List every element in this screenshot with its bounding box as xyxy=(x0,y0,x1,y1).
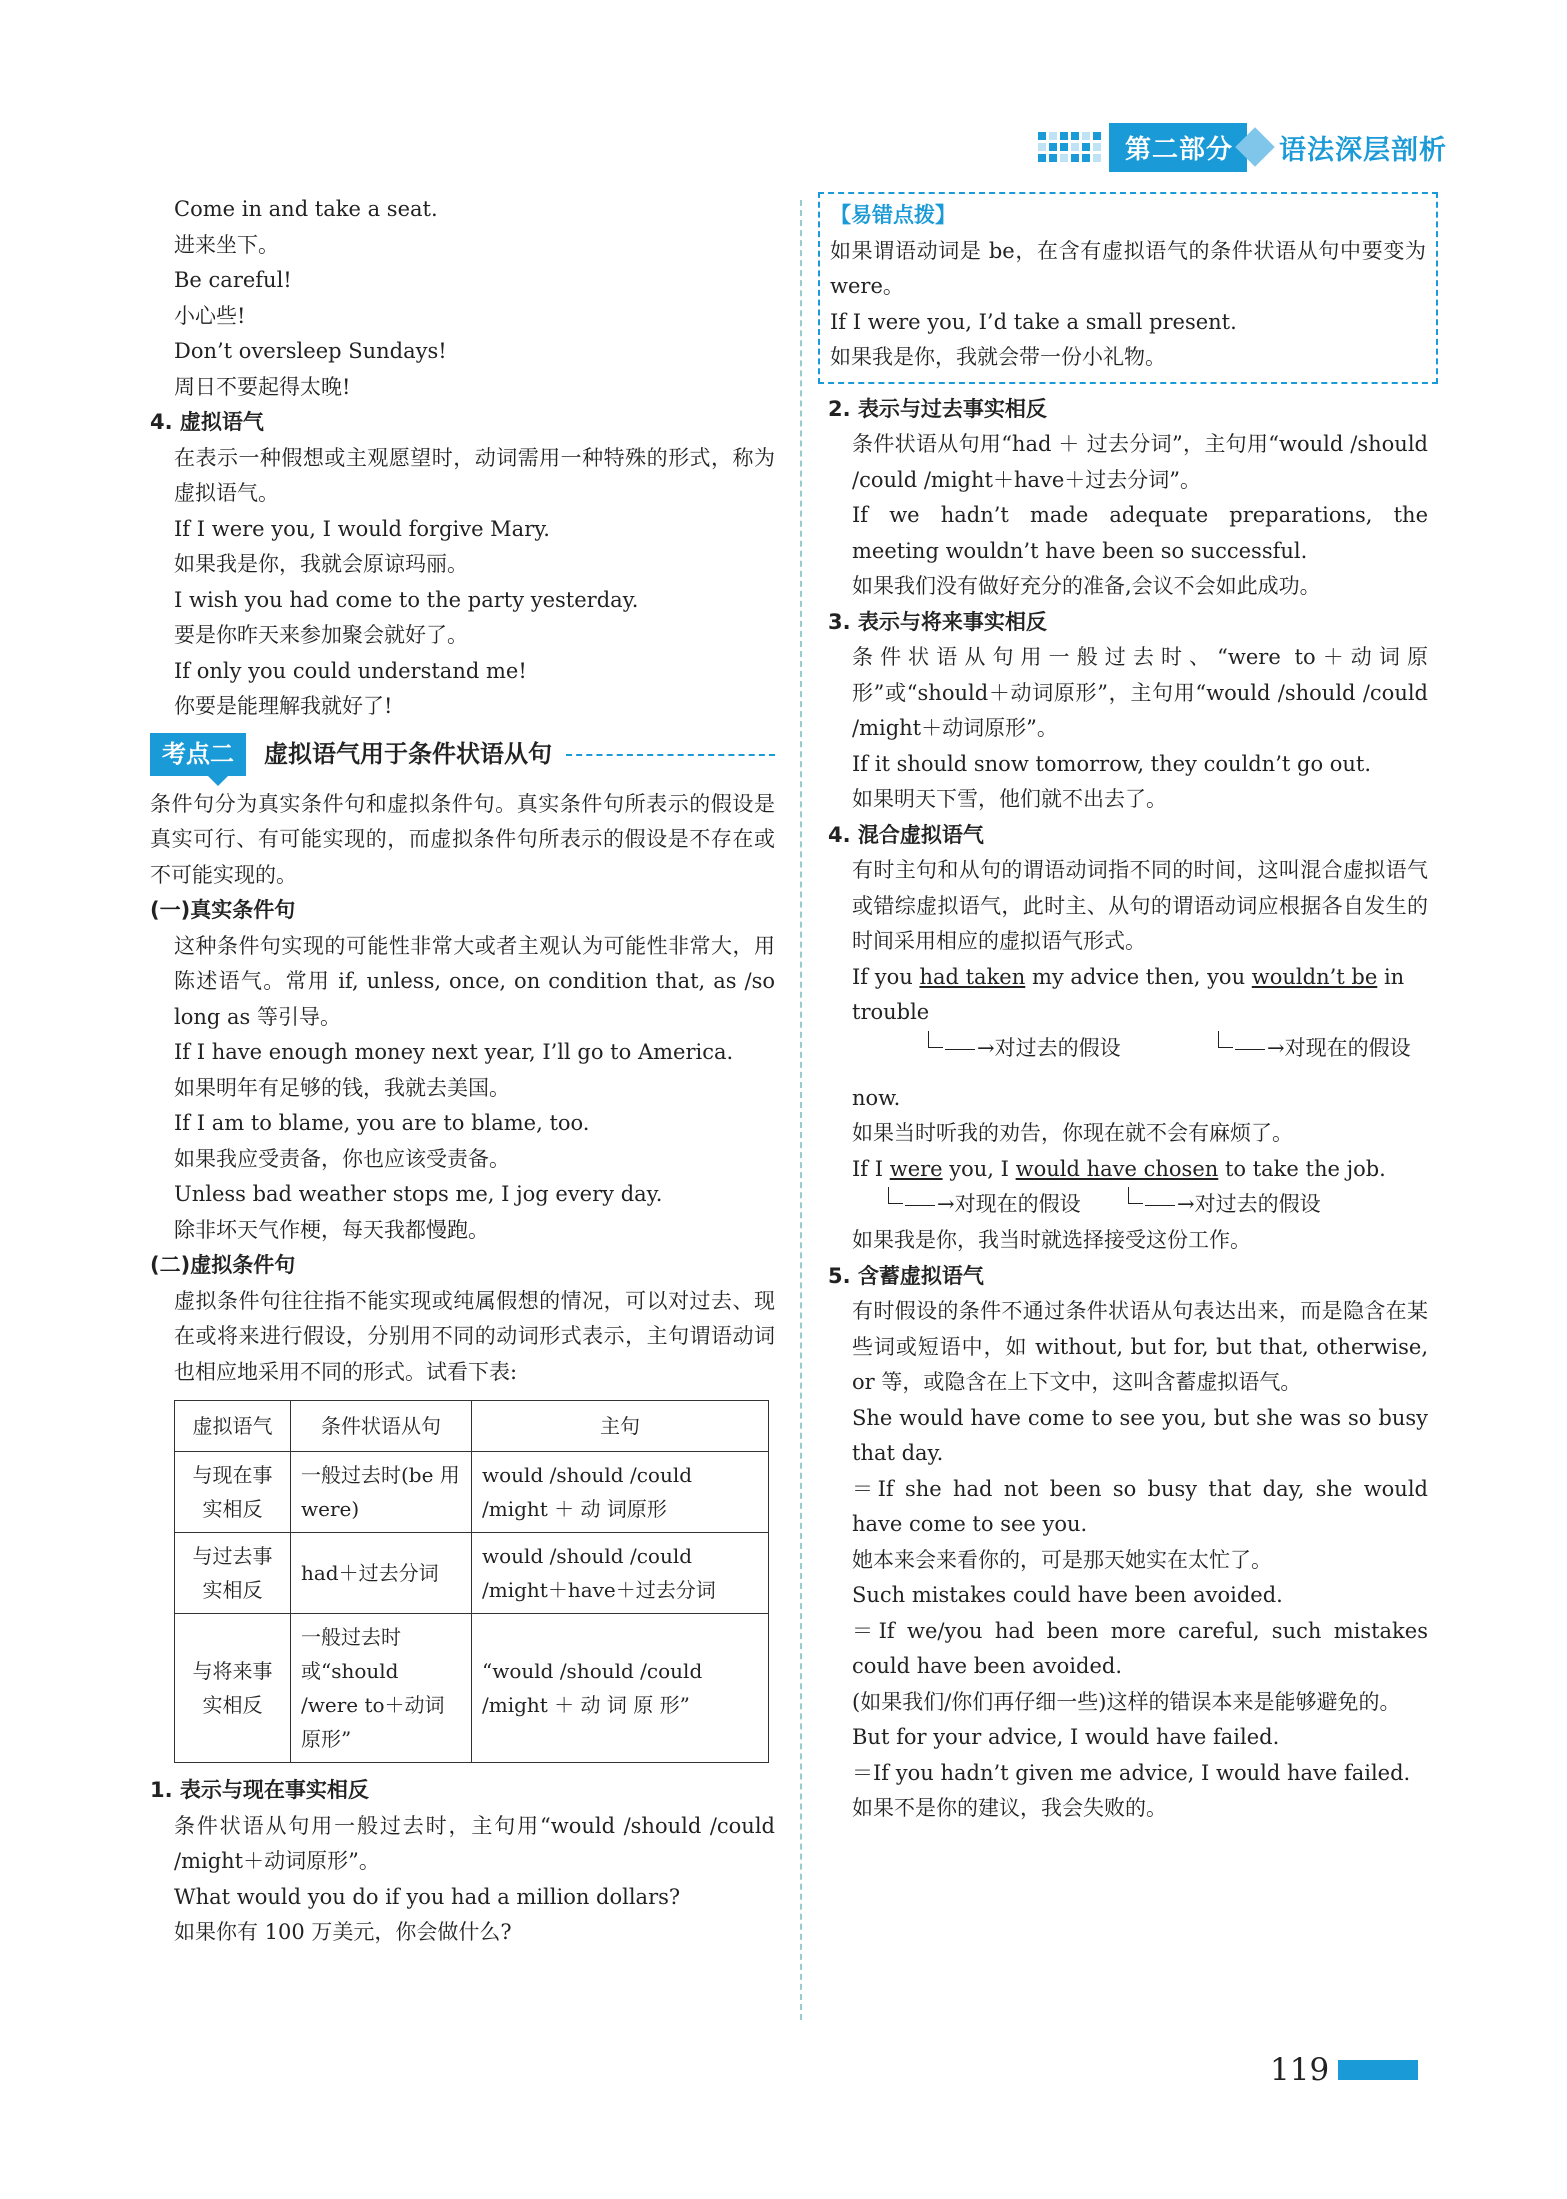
section-heading: 1. 表示与现在事实相反 xyxy=(150,1778,369,1802)
page-number-bar xyxy=(1338,2060,1418,2080)
table-header: 虚拟语气 xyxy=(175,1401,291,1452)
underlined-verb: were xyxy=(889,1156,943,1181)
example-line: ＝If she had not been so busy that day, she would have come to see you. xyxy=(852,1476,1428,1536)
table-header-row xyxy=(175,1401,769,1452)
example-line: Unless bad weather stops me, I jog every day. xyxy=(174,1182,663,1206)
right-column xyxy=(828,192,1428,1827)
example-line: now. xyxy=(852,1085,901,1110)
part-label: 第二部分 xyxy=(1109,123,1247,172)
arrow-icon xyxy=(1128,1187,1143,1204)
example-line: But for your advice, I would have failed. xyxy=(852,1725,1280,1749)
example-line: 如果我应受责备，你也应该受责备。 xyxy=(174,1146,510,1171)
text-run: to take the job. xyxy=(1218,1156,1386,1181)
example-line: Come in and take a seat. xyxy=(174,197,438,221)
key-point-banner xyxy=(150,733,775,777)
section-heading: 5. 含蓄虚拟语气 xyxy=(828,1263,984,1288)
paragraph: 在表示一种假想或主观愿望时，动词需用一种特殊的形式，称为虚拟语气。 xyxy=(174,445,775,505)
mosaic-logo-icon xyxy=(1038,132,1101,162)
arrow-icon xyxy=(1218,1031,1233,1048)
paragraph: 有时假设的条件不通过条件状语从句表达出来，而是隐含在某些词或短语中，如 without, but for, but that, otherwise, or 等，或隐含在上下文中，这叫含蓄虚拟语气。 xyxy=(852,1299,1428,1394)
table-header: 条件状语从句 xyxy=(291,1401,472,1452)
example-line: 如果我是你，我就会原谅玛丽。 xyxy=(174,552,468,576)
annotation-arrows xyxy=(828,1187,1428,1223)
example-line: 如果不是你的建议，我会失败的。 xyxy=(852,1796,1167,1820)
paragraph: 条件状语从句用一般过去时、“were to＋动词原形”或“should＋动词原形”，主句用“would /should /could /might＋动词原形”。 xyxy=(852,645,1428,740)
paragraph: 有时主句和从句的谓语动词指不同的时间，这叫混合虚拟语气或错综虚拟语气，此时主、从句的谓语动词应根据各自发生的时间采用相应的虚拟语气形式。 xyxy=(852,858,1428,953)
example-line: 如果我是你，我就会带一份小礼物。 xyxy=(830,345,1166,369)
section-heading: 4. 虚拟语气 xyxy=(150,410,264,434)
arrow-line xyxy=(905,1205,935,1206)
arrow-line xyxy=(945,1049,975,1050)
example-line: 进来坐下。 xyxy=(174,232,279,257)
section-heading: 4. 混合虚拟语气 xyxy=(828,822,984,847)
table-row xyxy=(175,1533,769,1614)
example-line: If I were you, I’d take a small present. xyxy=(830,309,1237,334)
text-run: my advice then, you xyxy=(1025,964,1252,989)
section-heading: 2. 表示与过去事实相反 xyxy=(828,396,1047,421)
example-line: 如果当时听我的劝告，你现在就不会有麻烦了。 xyxy=(852,1121,1293,1145)
table-cell: 一般过去时(be 用 were) xyxy=(291,1452,472,1533)
table-cell: “would /should /could /might ＋ 动 词 原 形” xyxy=(472,1614,769,1763)
text-run: If you xyxy=(852,964,920,989)
section-heading: (二)虚拟条件句 xyxy=(150,1253,296,1277)
table-header: 主句 xyxy=(472,1401,769,1452)
table-row xyxy=(175,1452,769,1533)
example-line: 如果你有 100 万美元，你会做什么? xyxy=(174,1920,512,1944)
text-run: in trouble xyxy=(852,964,1405,1024)
annotation-label: 对过去的假设 xyxy=(1194,1192,1321,1216)
annotation: →对现在的假设 xyxy=(1218,1031,1411,1067)
annotation-label: 对现在的假设 xyxy=(954,1192,1081,1216)
column-divider xyxy=(800,200,802,2020)
table-cell: would /should /could /might＋have＋过去分词 xyxy=(472,1533,769,1614)
example-line: 如果明天下雪，他们就不出去了。 xyxy=(852,787,1167,811)
example-line: 周日不要起得太晚! xyxy=(174,374,351,399)
annotation: →对现在的假设 xyxy=(888,1187,1081,1223)
underlined-verb: had taken xyxy=(919,964,1026,989)
tip-heading: 【易错点拨】 xyxy=(830,203,956,227)
example-line: If we hadn’t made adequate preparations, the meeting wouldn’t have been so successful. xyxy=(852,503,1428,563)
paragraph: 如果谓语动词是 be，在含有虚拟语气的条件状语从句中要变为 were。 xyxy=(830,238,1426,298)
page-number: 119 xyxy=(1270,2052,1330,2088)
text-run: If I xyxy=(852,1156,890,1181)
table-cell: 与现在事实相反 xyxy=(175,1452,291,1533)
table-cell: 与过去事实相反 xyxy=(175,1533,291,1614)
key-point-title: 虚拟语气用于条件状语从句 xyxy=(264,739,552,768)
annotation: →对过去的假设 xyxy=(1128,1187,1321,1223)
example-line: 要是你昨天来参加聚会就好了。 xyxy=(174,623,468,647)
mixed-example-2 xyxy=(828,1152,1428,1188)
example-line: ＝If you hadn’t given me advice, I would have failed. xyxy=(852,1760,1411,1785)
table-cell: 与将来事实相反 xyxy=(175,1614,291,1763)
example-line: Be careful! xyxy=(174,268,292,292)
example-line: 如果明年有足够的钱，我就去美国。 xyxy=(174,1075,510,1100)
arrow-icon xyxy=(888,1187,903,1204)
grammar-table xyxy=(174,1400,769,1763)
text-run: you, I xyxy=(942,1156,1016,1181)
table-cell: 一般过去时或“should /were to＋动词原形” xyxy=(291,1614,472,1763)
example-line: Such mistakes could have been avoided. xyxy=(852,1583,1283,1607)
paragraph: 条件句分为真实条件句和虚拟条件句。真实条件句所表示的假设是真实可行、有可能实现的，而虚拟条件句所表示的假设是不存在或不可能实现的。 xyxy=(150,791,775,887)
example-line: (如果我们/你们再仔细一些)这样的错误本来是能够避免的。 xyxy=(852,1689,1401,1714)
example-line: If I am to blame, you are to blame, too. xyxy=(174,1111,590,1135)
example-line: 小心些! xyxy=(174,303,246,328)
dashed-rule xyxy=(566,754,775,756)
part-title: 语法深层剖析 xyxy=(1279,134,1447,166)
table-cell: would /should /could /might ＋ 动 词原形 xyxy=(472,1452,769,1533)
tip-box xyxy=(818,192,1438,384)
annotation-label: 对现在的假设 xyxy=(1284,1035,1411,1060)
paragraph: 虚拟条件句往往指不能实现或纯属假想的情况，可以对过去、现在或将来进行假设，分别用不同的动词形式表示，主句谓语动词也相应地采用不同的形式。试看下表: xyxy=(174,1288,775,1384)
paragraph: 这种条件句实现的可能性非常大或者主观认为可能性非常大，用陈述语气。常用 if, unless, once, on condition that, as /so long as 等引导。 xyxy=(174,933,775,1029)
example-line: If I were you, I would forgive Mary. xyxy=(174,516,550,541)
table-row xyxy=(175,1614,769,1763)
example-line: She would have come to see you, but she was so busy that day. xyxy=(852,1405,1428,1465)
example-line: 如果我是你，我当时就选择接受这份工作。 xyxy=(852,1228,1251,1252)
example-line: 如果我们没有做好充分的准备,会议不会如此成功。 xyxy=(852,574,1321,598)
key-point-badge: 考点二 xyxy=(150,733,246,777)
example-line: If only you could understand me! xyxy=(174,658,527,683)
mixed-example-1 xyxy=(828,960,1428,1031)
arrow-line xyxy=(1235,1049,1265,1050)
example-line: 你要是能理解我就好了! xyxy=(174,694,393,718)
annotation-arrows xyxy=(828,1031,1428,1067)
example-line: What would you do if you had a million dollars? xyxy=(174,1884,681,1909)
left-column xyxy=(150,192,775,1951)
running-header xyxy=(1038,122,1447,172)
example-line: If I have enough money next year, I’ll go to America. xyxy=(174,1040,734,1064)
example-line: If it should snow tomorrow, they couldn’t go out. xyxy=(852,751,1372,776)
table-cell: had＋过去分词 xyxy=(291,1533,472,1614)
example-line: Don’t oversleep Sundays! xyxy=(174,339,447,363)
annotation-label: 对过去的假设 xyxy=(994,1035,1121,1060)
example-line: ＝If we/you had been more careful, such mistakes could have been avoided. xyxy=(852,1618,1428,1678)
paragraph: 条件状语从句用一般过去时，主句用“would /should /could /might＋动词原形”。 xyxy=(174,1813,775,1873)
example-line: I wish you had come to the party yesterday. xyxy=(174,587,639,612)
example-line: 除非坏天气作梗，每天我都慢跑。 xyxy=(174,1217,489,1242)
example-line: 她本来会来看你的，可是那天她实在太忙了。 xyxy=(852,1547,1272,1572)
section-heading: (一)真实条件句 xyxy=(150,898,296,922)
underlined-verb: wouldn’t be xyxy=(1251,964,1378,989)
paragraph: 条件状语从句用“had ＋ 过去分词”，主句用“would /should /could /might＋have＋过去分词”。 xyxy=(852,432,1428,492)
arrow-icon xyxy=(928,1031,943,1048)
underlined-verb: would have chosen xyxy=(1015,1156,1219,1181)
arrow-line xyxy=(1145,1205,1175,1206)
annotation: →对过去的假设 xyxy=(928,1031,1121,1067)
section-heading: 3. 表示与将来事实相反 xyxy=(828,609,1047,634)
